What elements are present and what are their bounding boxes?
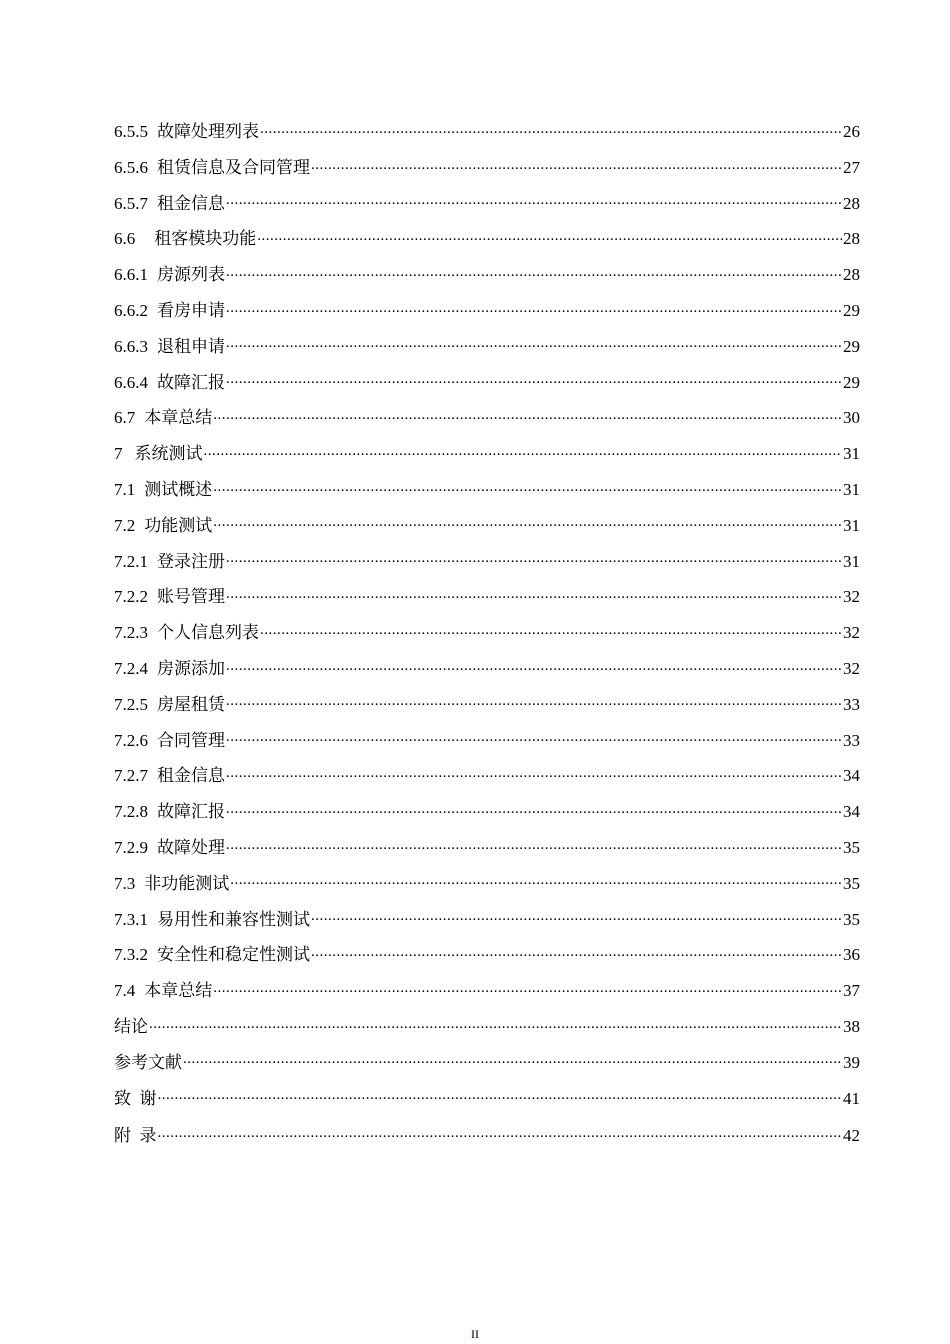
toc-dot-leader xyxy=(226,550,842,567)
toc-entry-number: 7.2.5 xyxy=(114,694,148,714)
toc-entry[interactable] xyxy=(114,365,860,401)
toc-entry-page: 35 xyxy=(843,837,860,857)
toc-dot-leader xyxy=(260,621,842,638)
toc-entry[interactable] xyxy=(114,723,860,759)
toc-entry-title: 致 谢 xyxy=(114,1088,157,1108)
toc-entry-number: 7.3.1 xyxy=(114,909,148,929)
toc-entry-title: 合同管理 xyxy=(157,730,225,750)
toc-entry-page: 29 xyxy=(843,300,860,320)
toc-dot-leader xyxy=(183,1051,842,1068)
toc-entry-title: 附 录 xyxy=(114,1126,157,1146)
toc-entry-page: 37 xyxy=(843,981,860,1001)
toc-dot-leader xyxy=(226,836,842,853)
toc-entry-number: 7.3 xyxy=(114,873,136,893)
toc-entry-page: 26 xyxy=(843,122,860,141)
toc-entry-title: 测试概述 xyxy=(144,479,213,499)
toc-entry-page: 31 xyxy=(843,515,860,535)
toc-entry-number: 7 xyxy=(114,444,123,464)
toc-entry-title: 房源添加 xyxy=(157,658,225,678)
toc-entry-number: 7.1 xyxy=(114,479,136,499)
toc-entry[interactable] xyxy=(114,794,860,830)
toc-dot-leader xyxy=(226,693,842,710)
toc-dot-leader xyxy=(226,585,842,602)
toc-entry[interactable] xyxy=(114,544,860,580)
toc-entry-number: 6.7 xyxy=(114,408,136,428)
toc-entry-number: 6.5.6 xyxy=(114,157,148,177)
toc-entry-number: 7.2.6 xyxy=(114,730,148,750)
toc-entry-number: 7.2.1 xyxy=(114,551,148,571)
toc-entry[interactable] xyxy=(114,973,860,1009)
toc-entry[interactable] xyxy=(114,1045,860,1081)
toc-entry-number: 6.6.4 xyxy=(114,372,148,392)
toc-entry[interactable] xyxy=(114,902,860,938)
toc-dot-leader xyxy=(226,764,842,781)
toc-dot-leader xyxy=(204,442,843,459)
toc-entry-page: 33 xyxy=(843,694,860,714)
toc-entry[interactable] xyxy=(114,114,860,150)
toc-entry[interactable] xyxy=(114,1081,860,1117)
toc-entry-title: 故障汇报 xyxy=(157,802,225,822)
toc-entry-title: 故障处理 xyxy=(157,837,225,857)
toc-entry-title: 结论 xyxy=(114,1016,148,1036)
toc-entry-title: 租金信息 xyxy=(157,193,225,213)
toc-entry-page: 32 xyxy=(843,623,860,643)
toc-entry-page: 28 xyxy=(843,229,860,249)
toc-entry-title: 安全性和稳定性测试 xyxy=(157,945,310,965)
toc-entry-title: 账号管理 xyxy=(157,587,225,607)
toc-entry-title: 非功能测试 xyxy=(144,873,230,893)
toc-entry-page: 32 xyxy=(843,587,860,607)
toc-entry-title: 租客模块功能 xyxy=(154,229,257,249)
toc-entry[interactable] xyxy=(114,758,860,794)
toc-entry-number: 7.2.3 xyxy=(114,623,148,643)
toc-dot-leader xyxy=(257,227,842,244)
toc-entry-number: 7.4 xyxy=(114,981,136,1001)
toc-entry-title: 看房申请 xyxy=(157,300,225,320)
toc-entry[interactable] xyxy=(114,1116,860,1155)
toc-dot-leader xyxy=(226,800,842,817)
toc-entry-title: 易用性和兼容性测试 xyxy=(157,909,310,929)
toc-entry-page: 34 xyxy=(843,766,860,786)
toc-entry-number: 7.2.9 xyxy=(114,837,148,857)
toc-entry-page: 31 xyxy=(843,479,860,499)
toc-dot-leader xyxy=(158,1087,843,1104)
toc-entry[interactable] xyxy=(114,937,860,973)
toc-entry[interactable] xyxy=(114,150,860,186)
toc-entry-title: 系统测试 xyxy=(134,444,203,464)
toc-entry[interactable] xyxy=(114,651,860,687)
toc-entry-title: 租金信息 xyxy=(157,766,225,786)
toc-entry[interactable] xyxy=(114,508,860,544)
toc-entry-title: 个人信息列表 xyxy=(157,623,259,643)
toc-dot-leader xyxy=(226,299,842,316)
toc-entry-page: 29 xyxy=(843,336,860,356)
toc-dot-leader xyxy=(158,1124,843,1141)
toc-dot-leader xyxy=(226,729,842,746)
toc-dot-leader xyxy=(226,192,842,209)
toc-entry[interactable] xyxy=(114,436,860,472)
toc-entry-title: 房源列表 xyxy=(157,265,225,285)
toc-entry-page: 34 xyxy=(843,802,860,822)
toc-entry[interactable] xyxy=(114,400,860,436)
toc-dot-leader xyxy=(213,514,842,531)
toc-entry-title: 功能测试 xyxy=(144,515,213,535)
toc-dot-leader xyxy=(260,120,842,137)
toc-entry-number: 6.6 xyxy=(114,229,136,249)
toc-dot-leader xyxy=(213,979,842,996)
toc-entry[interactable] xyxy=(114,257,860,293)
toc-entry-page: 27 xyxy=(843,157,860,177)
toc-entry-page: 31 xyxy=(843,551,860,571)
toc-entry[interactable] xyxy=(114,221,860,257)
toc-entry[interactable] xyxy=(114,830,860,866)
toc-entry-page: 31 xyxy=(843,444,860,464)
toc-entry[interactable] xyxy=(114,866,860,902)
toc-entry-number: 6.6.3 xyxy=(114,336,148,356)
toc-entry-number: 7.2.7 xyxy=(114,766,148,786)
toc-entry[interactable] xyxy=(114,293,860,329)
toc-entry-number: 6.6.1 xyxy=(114,265,148,285)
toc-entry-page: 35 xyxy=(843,909,860,929)
toc-entry-title: 本章总结 xyxy=(144,408,213,428)
toc-entry-page: 30 xyxy=(843,408,860,428)
toc-entry[interactable] xyxy=(114,1009,860,1045)
table-of-contents xyxy=(114,114,860,1155)
toc-entry-number: 6.6.2 xyxy=(114,300,148,320)
toc-entry-page: 36 xyxy=(843,945,860,965)
toc-entry-title: 故障汇报 xyxy=(157,372,225,392)
toc-entry-number: 7.3.2 xyxy=(114,945,148,965)
toc-dot-leader xyxy=(311,943,842,960)
toc-entry[interactable] xyxy=(114,687,860,723)
toc-dot-leader xyxy=(230,872,842,889)
toc-dot-leader xyxy=(311,908,842,925)
toc-entry-title: 参考文献 xyxy=(114,1052,182,1072)
toc-entry-page: 41 xyxy=(843,1088,860,1108)
toc-entry-number: 7.2.4 xyxy=(114,658,148,678)
toc-entry-number: 7.2 xyxy=(114,515,136,535)
page-number: II xyxy=(471,1327,479,1341)
toc-entry-page: 29 xyxy=(843,372,860,392)
toc-entry-title: 本章总结 xyxy=(144,981,213,1001)
toc-dot-leader xyxy=(226,335,842,352)
toc-entry-page: 32 xyxy=(843,658,860,678)
toc-entry-page: 42 xyxy=(843,1126,860,1146)
toc-dot-leader xyxy=(213,406,842,423)
toc-entry-title: 租赁信息及合同管理 xyxy=(157,157,310,177)
toc-dot-leader xyxy=(226,657,842,674)
toc-entry[interactable] xyxy=(114,329,860,365)
toc-entry-number: 7.2.2 xyxy=(114,587,148,607)
toc-entry[interactable] xyxy=(114,186,860,222)
toc-entry-title: 退租申请 xyxy=(157,336,225,356)
toc-entry-number: 6.5.7 xyxy=(114,193,148,213)
toc-entry-page: 28 xyxy=(843,193,860,213)
toc-dot-leader xyxy=(311,156,842,173)
toc-dot-leader xyxy=(213,478,842,495)
toc-entry-title: 房屋租赁 xyxy=(157,694,225,714)
toc-entry-title: 故障处理列表 xyxy=(157,122,259,141)
toc-entry-page: 38 xyxy=(843,1016,860,1036)
toc-dot-leader xyxy=(149,1015,842,1032)
toc-entry-page: 33 xyxy=(843,730,860,750)
toc-entry-title: 登录注册 xyxy=(157,551,225,571)
toc-dot-leader xyxy=(226,263,842,280)
toc-entry-number: 7.2.8 xyxy=(114,802,148,822)
toc-entry-page: 35 xyxy=(843,873,860,893)
toc-entry-number: 6.5.5 xyxy=(114,122,148,141)
toc-dot-leader xyxy=(226,371,842,388)
toc-entry[interactable] xyxy=(114,579,860,615)
toc-entry-page: 28 xyxy=(843,265,860,285)
toc-entry-page: 39 xyxy=(843,1052,860,1072)
toc-entry[interactable] xyxy=(114,472,860,508)
toc-entry[interactable] xyxy=(114,615,860,651)
